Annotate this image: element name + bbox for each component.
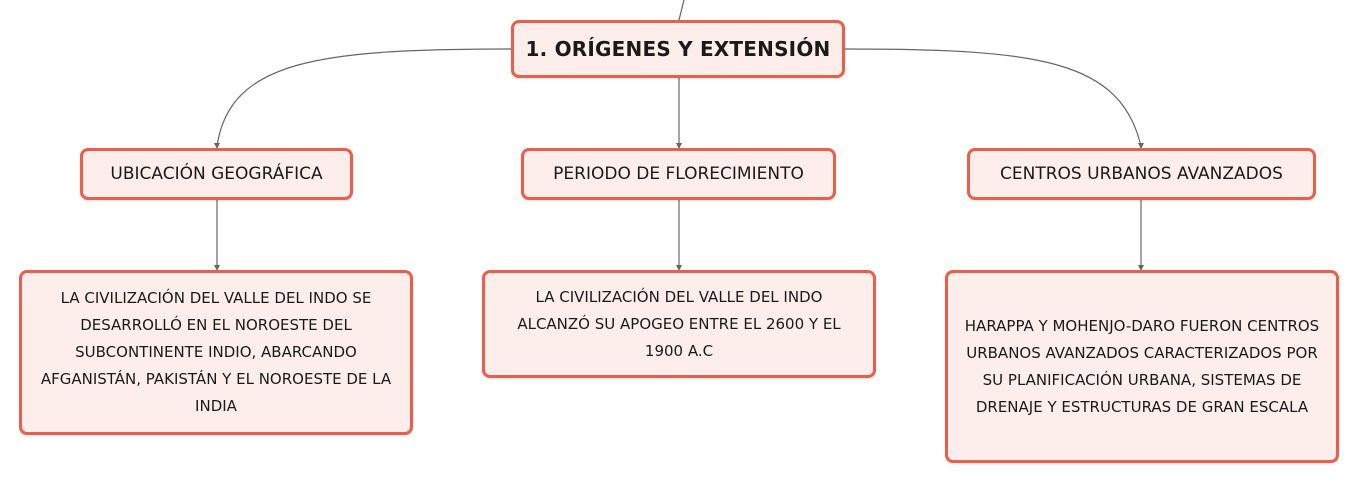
connector-parent-to-root bbox=[679, 0, 684, 20]
connector-root-to-centros bbox=[845, 49, 1141, 146]
topic-node-label: PERIODO DE FLORECIMIENTO bbox=[553, 164, 804, 184]
detail-node-text: LA CIVILIZACIÓN DEL VALLE DEL INDO ALCANZÓ SU APOGEO ENTRE EL 2600 Y EL 1900 A.C bbox=[517, 287, 841, 360]
detail-node-text: HARAPPA Y MOHENJO-DARO FUERON CENTROS URBANOS AVANZADOS CARACTERIZADOS POR SU PLANIFICACIÓN URBANA, SISTEMAS DE DRENAJE Y ESTRUCTURAS DE GRAN ESCALA bbox=[964, 316, 1320, 416]
topic-node-label: CENTROS URBANOS AVANZADOS bbox=[1000, 164, 1283, 184]
detail-node-ubicacion[interactable] bbox=[19, 270, 413, 435]
topic-node-centros[interactable] bbox=[967, 148, 1316, 200]
detail-node-text: LA CIVILIZACIÓN DEL VALLE DEL INDO SE DESARROLLÓ EN EL NOROESTE DEL SUBCONTINENTE INDIO, ABARCANDO AFGANISTÁN, PAKISTÁN Y EL NOROESTE DE LA INDIA bbox=[40, 289, 392, 415]
root-node-label: 1. ORÍGENES Y EXTENSIÓN bbox=[525, 37, 831, 61]
root-node[interactable] bbox=[511, 20, 845, 78]
detail-node-centros[interactable] bbox=[945, 270, 1339, 463]
connector-root-to-ubicacion bbox=[217, 49, 511, 146]
topic-node-ubicacion[interactable] bbox=[80, 148, 353, 200]
topic-node-periodo[interactable] bbox=[521, 148, 836, 200]
detail-node-periodo[interactable] bbox=[482, 270, 876, 378]
topic-node-label: UBICACIÓN GEOGRÁFICA bbox=[110, 164, 323, 184]
